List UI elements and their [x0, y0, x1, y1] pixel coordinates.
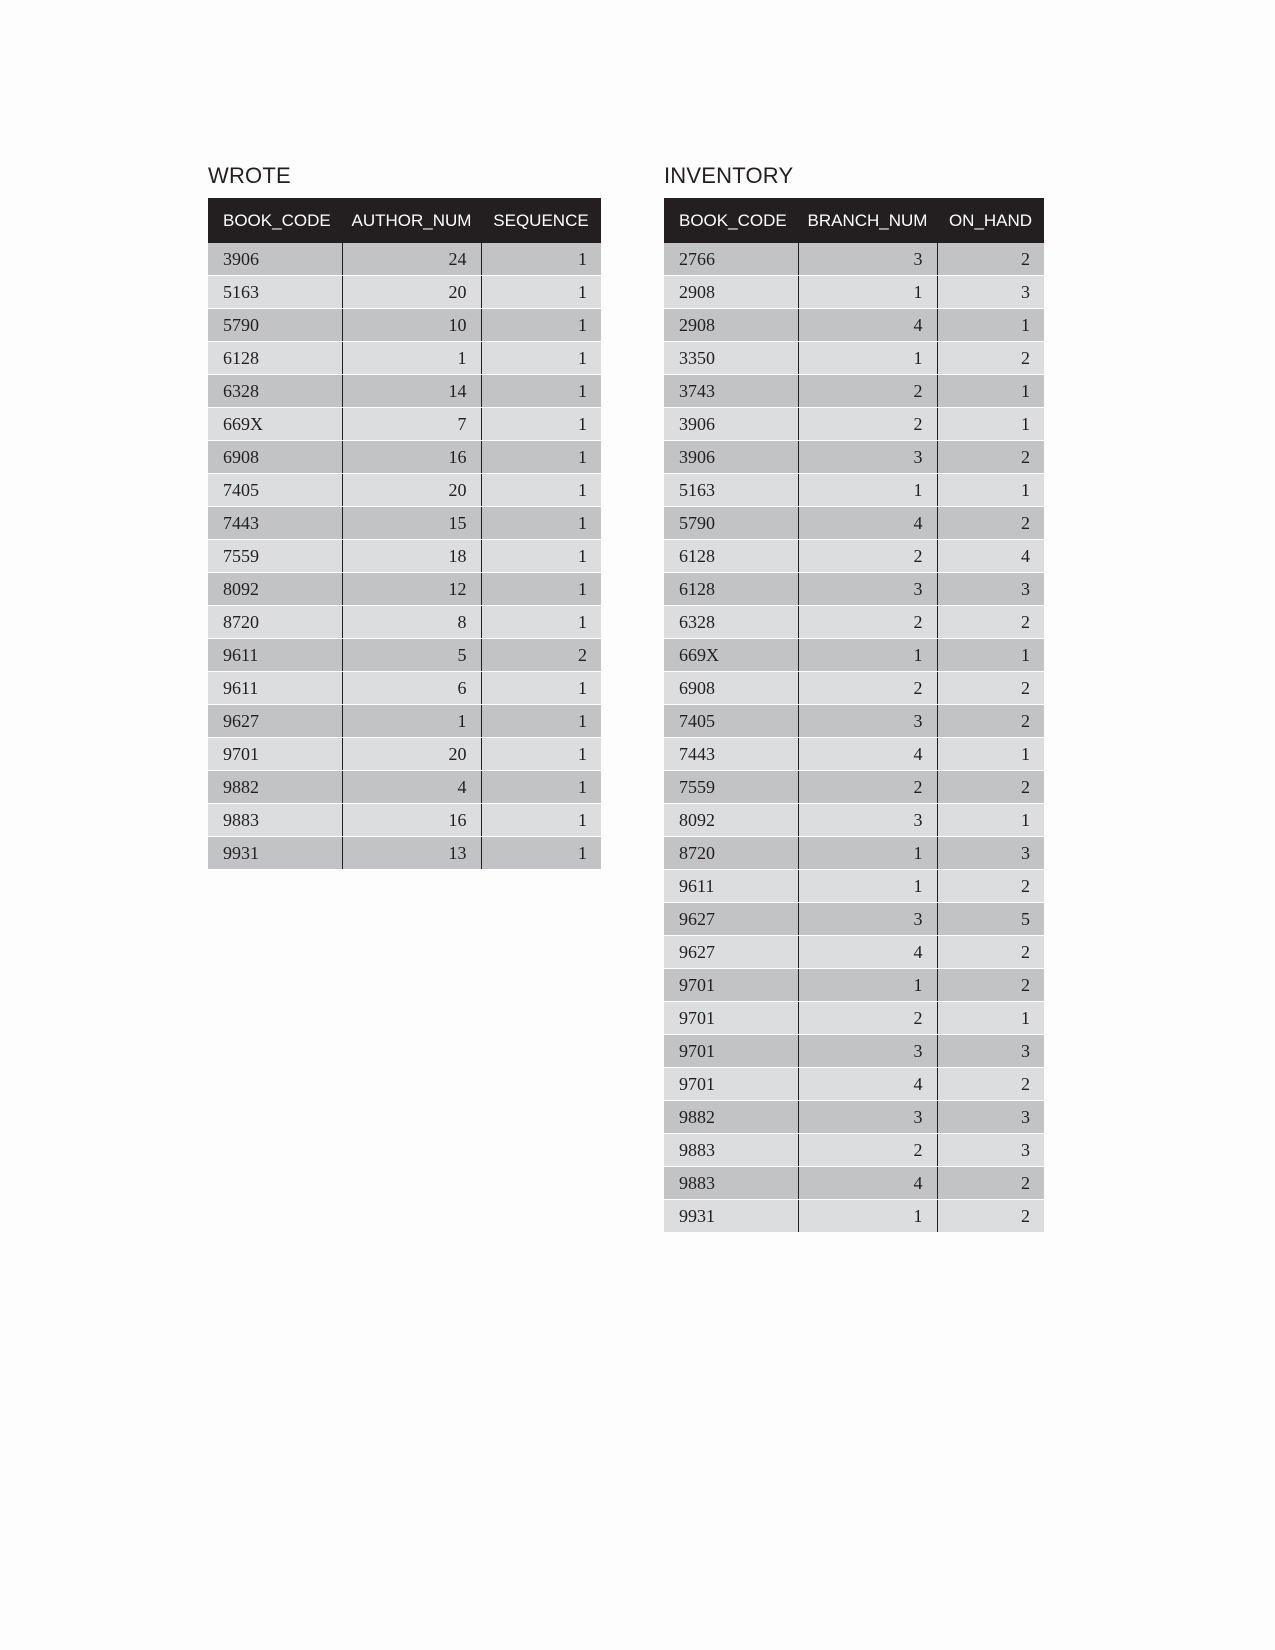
wrote-title: WROTE	[208, 163, 291, 188]
table-row	[664, 672, 1044, 705]
table-row	[664, 375, 1044, 408]
book-code-cell: 3906	[664, 408, 798, 441]
branch-num-cell: 2	[798, 408, 937, 441]
table-row	[664, 342, 1044, 375]
author-num-cell: 15	[342, 507, 481, 540]
table-row	[664, 276, 1044, 309]
branch-num-cell: 3	[798, 1035, 937, 1068]
book-code-cell: 7559	[208, 540, 342, 573]
branch-num-cell: 2	[798, 1134, 937, 1167]
table-row	[664, 903, 1044, 936]
column-header-author-num: AUTHOR_NUM	[342, 198, 481, 243]
on-hand-cell: 3	[937, 1035, 1044, 1068]
book-code-cell: 669X	[208, 408, 342, 441]
author-num-cell: 13	[342, 837, 481, 870]
book-code-cell: 6128	[208, 342, 342, 375]
sequence-cell: 1	[481, 474, 601, 507]
book-code-cell: 3906	[664, 441, 798, 474]
book-code-cell: 9611	[208, 672, 342, 705]
author-num-cell: 14	[342, 375, 481, 408]
book-code-cell: 9931	[664, 1200, 798, 1233]
table-row	[664, 837, 1044, 870]
book-code-cell: 6908	[208, 441, 342, 474]
wrote-table-header	[208, 198, 601, 243]
book-code-cell: 9701	[664, 1068, 798, 1101]
table-row	[664, 1101, 1044, 1134]
inventory-table-block	[664, 161, 1044, 1233]
book-code-cell: 8092	[664, 804, 798, 837]
branch-num-cell: 3	[798, 243, 937, 276]
branch-num-cell: 3	[798, 441, 937, 474]
book-code-cell: 5163	[208, 276, 342, 309]
table-row	[664, 936, 1044, 969]
book-code-cell: 7405	[664, 705, 798, 738]
book-code-cell: 7405	[208, 474, 342, 507]
sequence-cell: 1	[481, 342, 601, 375]
table-row	[664, 639, 1044, 672]
wrote-table-body	[208, 243, 601, 870]
table-row	[664, 804, 1044, 837]
table-row	[208, 771, 601, 804]
on-hand-cell: 2	[937, 441, 1044, 474]
on-hand-cell: 2	[937, 969, 1044, 1002]
book-code-cell: 7443	[208, 507, 342, 540]
table-row	[664, 441, 1044, 474]
book-code-cell: 9883	[664, 1167, 798, 1200]
sequence-cell: 1	[481, 573, 601, 606]
table-row	[664, 540, 1044, 573]
branch-num-cell: 2	[798, 606, 937, 639]
table-row	[208, 606, 601, 639]
branch-num-cell: 1	[798, 276, 937, 309]
branch-num-cell: 3	[798, 903, 937, 936]
on-hand-cell: 2	[937, 243, 1044, 276]
book-code-cell: 2908	[664, 276, 798, 309]
table-row	[664, 1134, 1044, 1167]
table-row	[208, 672, 601, 705]
column-header-book-code: BOOK_CODE	[208, 198, 342, 243]
table-row	[208, 243, 601, 276]
branch-num-cell: 2	[798, 771, 937, 804]
on-hand-cell: 3	[937, 276, 1044, 309]
table-row	[664, 1068, 1044, 1101]
on-hand-cell: 2	[937, 870, 1044, 903]
branch-num-cell: 2	[798, 1002, 937, 1035]
column-header-book-code: BOOK_CODE	[664, 198, 798, 243]
table-row	[208, 705, 601, 738]
on-hand-cell: 2	[937, 672, 1044, 705]
on-hand-cell: 2	[937, 1200, 1044, 1233]
book-code-cell: 9627	[208, 705, 342, 738]
branch-num-cell: 1	[798, 1200, 937, 1233]
book-code-cell: 5790	[208, 309, 342, 342]
table-row	[664, 606, 1044, 639]
book-code-cell: 6128	[664, 573, 798, 606]
table-row	[664, 771, 1044, 804]
table-row	[208, 375, 601, 408]
on-hand-cell: 2	[937, 342, 1044, 375]
author-num-cell: 20	[342, 738, 481, 771]
table-row	[208, 639, 601, 672]
table-row	[664, 309, 1044, 342]
table-row	[208, 309, 601, 342]
table-row	[208, 342, 601, 375]
on-hand-cell: 3	[937, 837, 1044, 870]
author-num-cell: 18	[342, 540, 481, 573]
book-code-cell: 9627	[664, 903, 798, 936]
on-hand-cell: 1	[937, 408, 1044, 441]
book-code-cell: 8720	[664, 837, 798, 870]
on-hand-cell: 2	[937, 705, 1044, 738]
book-code-cell: 6328	[664, 606, 798, 639]
sequence-cell: 1	[481, 540, 601, 573]
author-num-cell: 16	[342, 441, 481, 474]
table-row	[208, 441, 601, 474]
author-num-cell: 5	[342, 639, 481, 672]
table-row	[664, 507, 1044, 540]
on-hand-cell: 3	[937, 573, 1044, 606]
column-header-branch-num: BRANCH_NUM	[798, 198, 937, 243]
branch-num-cell: 1	[798, 342, 937, 375]
branch-num-cell: 1	[798, 969, 937, 1002]
branch-num-cell: 4	[798, 738, 937, 771]
book-code-cell: 9882	[664, 1101, 798, 1134]
book-code-cell: 9611	[208, 639, 342, 672]
branch-num-cell: 3	[798, 1101, 937, 1134]
book-code-cell: 9611	[664, 870, 798, 903]
author-num-cell: 20	[342, 474, 481, 507]
inventory-title: INVENTORY	[664, 163, 794, 188]
author-num-cell: 7	[342, 408, 481, 441]
inventory-table-body	[664, 243, 1044, 1233]
column-header-on-hand: ON_HAND	[937, 198, 1044, 243]
sequence-cell: 1	[481, 705, 601, 738]
table-row	[664, 738, 1044, 771]
book-code-cell: 5163	[664, 474, 798, 507]
branch-num-cell: 3	[798, 573, 937, 606]
table-row	[208, 276, 601, 309]
table-row	[664, 243, 1044, 276]
sequence-cell: 2	[481, 639, 601, 672]
table-row	[664, 474, 1044, 507]
sequence-cell: 1	[481, 837, 601, 870]
table-row	[208, 408, 601, 441]
branch-num-cell: 4	[798, 1167, 937, 1200]
table-row	[664, 870, 1044, 903]
branch-num-cell: 1	[798, 870, 937, 903]
book-code-cell: 8720	[208, 606, 342, 639]
table-row	[664, 1035, 1044, 1068]
sequence-cell: 1	[481, 507, 601, 540]
branch-num-cell: 3	[798, 705, 937, 738]
book-code-cell: 9701	[208, 738, 342, 771]
book-code-cell: 6128	[664, 540, 798, 573]
table-row	[664, 1200, 1044, 1233]
branch-num-cell: 4	[798, 1068, 937, 1101]
on-hand-cell: 2	[937, 507, 1044, 540]
table-row	[208, 507, 601, 540]
book-code-cell: 7443	[664, 738, 798, 771]
table-row	[208, 804, 601, 837]
book-code-cell: 9883	[664, 1134, 798, 1167]
branch-num-cell: 4	[798, 309, 937, 342]
book-code-cell: 5790	[664, 507, 798, 540]
on-hand-cell: 1	[937, 375, 1044, 408]
branch-num-cell: 3	[798, 804, 937, 837]
branch-num-cell: 2	[798, 375, 937, 408]
table-row	[664, 1002, 1044, 1035]
on-hand-cell: 1	[937, 474, 1044, 507]
book-code-cell: 3906	[208, 243, 342, 276]
sequence-cell: 1	[481, 738, 601, 771]
book-code-cell: 2766	[664, 243, 798, 276]
on-hand-cell: 4	[937, 540, 1044, 573]
wrote-table	[208, 198, 601, 870]
table-row	[664, 408, 1044, 441]
book-code-cell: 6908	[664, 672, 798, 705]
sequence-cell: 1	[481, 672, 601, 705]
sequence-cell: 1	[481, 804, 601, 837]
on-hand-cell: 2	[937, 1167, 1044, 1200]
author-num-cell: 16	[342, 804, 481, 837]
table-row	[208, 540, 601, 573]
on-hand-cell: 2	[937, 771, 1044, 804]
author-num-cell: 6	[342, 672, 481, 705]
book-code-cell: 9883	[208, 804, 342, 837]
table-row	[208, 738, 601, 771]
sequence-cell: 1	[481, 771, 601, 804]
table-row	[664, 705, 1044, 738]
author-num-cell: 12	[342, 573, 481, 606]
book-code-cell: 9627	[664, 936, 798, 969]
sequence-cell: 1	[481, 309, 601, 342]
author-num-cell: 10	[342, 309, 481, 342]
column-header-sequence: SEQUENCE	[481, 198, 601, 243]
on-hand-cell: 2	[937, 936, 1044, 969]
on-hand-cell: 1	[937, 804, 1044, 837]
on-hand-cell: 1	[937, 738, 1044, 771]
book-code-cell: 3743	[664, 375, 798, 408]
book-code-cell: 9701	[664, 969, 798, 1002]
sequence-cell: 1	[481, 276, 601, 309]
book-code-cell: 9931	[208, 837, 342, 870]
on-hand-cell: 2	[937, 606, 1044, 639]
on-hand-cell: 1	[937, 1002, 1044, 1035]
author-num-cell: 4	[342, 771, 481, 804]
branch-num-cell: 1	[798, 837, 937, 870]
sequence-cell: 1	[481, 441, 601, 474]
author-num-cell: 1	[342, 342, 481, 375]
author-num-cell: 1	[342, 705, 481, 738]
table-row	[664, 969, 1044, 1002]
on-hand-cell: 1	[937, 309, 1044, 342]
book-code-cell: 7559	[664, 771, 798, 804]
branch-num-cell: 1	[798, 639, 937, 672]
on-hand-cell: 1	[937, 639, 1044, 672]
on-hand-cell: 2	[937, 1068, 1044, 1101]
branch-num-cell: 1	[798, 474, 937, 507]
inventory-table	[664, 198, 1044, 1233]
on-hand-cell: 3	[937, 1134, 1044, 1167]
book-code-cell: 6328	[208, 375, 342, 408]
book-code-cell: 9701	[664, 1035, 798, 1068]
author-num-cell: 8	[342, 606, 481, 639]
book-code-cell: 9701	[664, 1002, 798, 1035]
sequence-cell: 1	[481, 408, 601, 441]
branch-num-cell: 2	[798, 672, 937, 705]
wrote-table-block	[208, 161, 601, 870]
book-code-cell: 9882	[208, 771, 342, 804]
table-row	[664, 1167, 1044, 1200]
book-code-cell: 669X	[664, 639, 798, 672]
branch-num-cell: 4	[798, 507, 937, 540]
sequence-cell: 1	[481, 606, 601, 639]
inventory-table-header	[664, 198, 1044, 243]
table-row	[208, 837, 601, 870]
book-code-cell: 2908	[664, 309, 798, 342]
table-row	[664, 573, 1044, 606]
table-row	[208, 573, 601, 606]
on-hand-cell: 5	[937, 903, 1044, 936]
sequence-cell: 1	[481, 243, 601, 276]
author-num-cell: 24	[342, 243, 481, 276]
sequence-cell: 1	[481, 375, 601, 408]
table-row	[208, 474, 601, 507]
branch-num-cell: 4	[798, 936, 937, 969]
on-hand-cell: 3	[937, 1101, 1044, 1134]
author-num-cell: 20	[342, 276, 481, 309]
branch-num-cell: 2	[798, 540, 937, 573]
book-code-cell: 3350	[664, 342, 798, 375]
book-code-cell: 8092	[208, 573, 342, 606]
